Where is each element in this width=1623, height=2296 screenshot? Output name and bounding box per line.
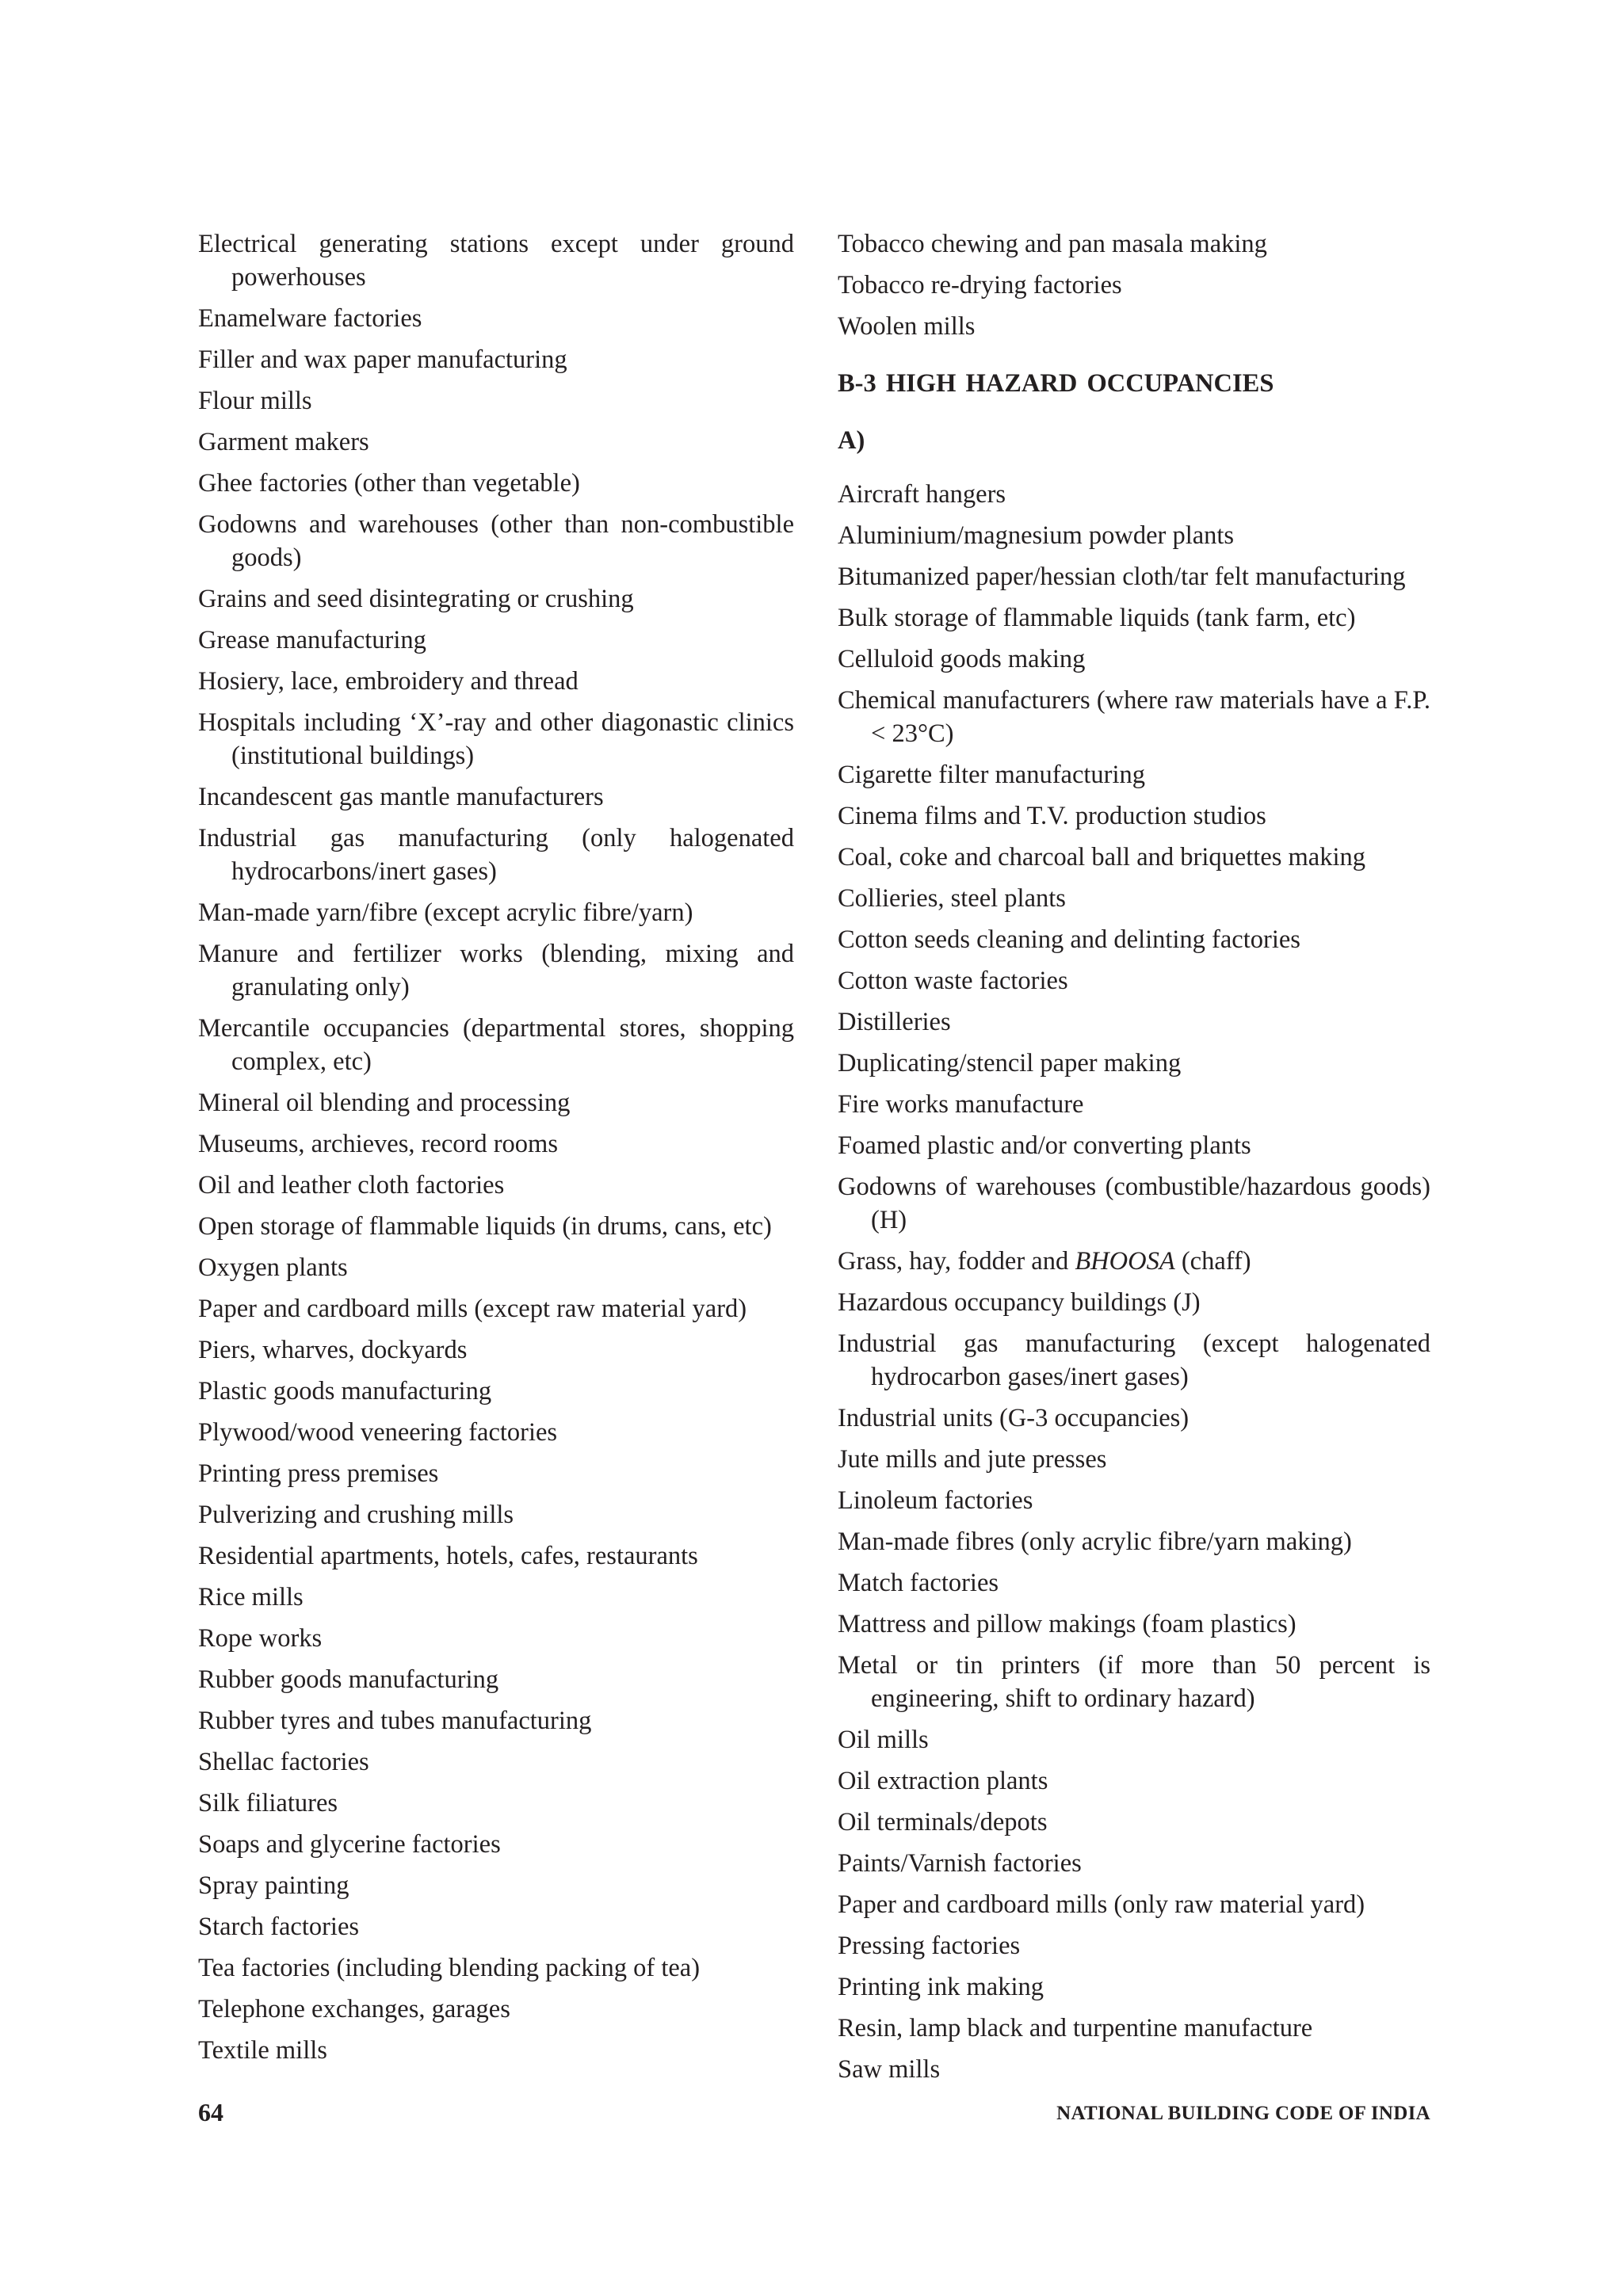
list-item: Hospitals including ‘X’-ray and other diagonastic clinics (institutional buildings) — [198, 708, 794, 770]
list-item: Garment makers — [198, 428, 369, 456]
list-item: Paints/Varnish factories — [838, 1849, 1082, 1878]
left-column — [198, 227, 794, 2075]
list-item: Filler and wax paper manufacturing — [198, 345, 567, 374]
list-item: Linoleum factories — [838, 1486, 1033, 1515]
list-item: Woolen mills — [838, 312, 976, 341]
list-item: Incandescent gas mantle manufacturers — [198, 783, 604, 811]
list-item: Pressing factories — [838, 1932, 1021, 1960]
list-item: Saw mills — [838, 2055, 941, 2084]
list-item: Museums, archieves, record rooms — [198, 1130, 558, 1158]
list-item: Godowns of warehouses (combustible/hazardous goods) (H) — [838, 1173, 1430, 1234]
list-item: Bulk storage of flammable liquids (tank farm, etc) — [838, 604, 1356, 632]
list-item: Industrial gas manufacturing (except halogenated hydrocarbon gases/inert gases) — [838, 1329, 1430, 1391]
list-item: Mattress and pillow makings (foam plastics) — [838, 1610, 1296, 1638]
list-item: Oil extraction plants — [838, 1767, 1048, 1795]
list-item: Man-made yarn/fibre (except acrylic fibre/yarn) — [198, 898, 693, 927]
list-item: Distilleries — [838, 1008, 951, 1036]
list-item: Telephone exchanges, garages — [198, 1995, 510, 2023]
list-item: Resin, lamp black and turpentine manufacture — [838, 2014, 1313, 2042]
list-item-text: (chaff) — [1174, 1247, 1251, 1276]
list-item: Hazardous occupancy buildings (J) — [838, 1288, 1201, 1317]
list-item: Textile mills — [198, 2036, 327, 2065]
list-item: Printing press premises — [198, 1459, 439, 1488]
list-item: Manure and fertilizer works (blending, mixing and granulating only) — [198, 940, 794, 1001]
right-column — [838, 227, 1430, 2094]
list-item: Grains and seed disintegrating or crushing — [198, 585, 634, 613]
list-item: Spray painting — [198, 1871, 349, 1900]
list-item: Industrial units (G-3 occupancies) — [838, 1404, 1190, 1432]
list-item: Residential apartments, hotels, cafes, restaurants — [198, 1542, 698, 1570]
list-item: Foamed plastic and/or converting plants — [838, 1131, 1251, 1160]
running-title: NATIONAL BUILDING CODE OF INDIA — [1056, 2103, 1430, 2124]
list-item: Ghee factories (other than vegetable) — [198, 469, 580, 498]
list-item: Paper and cardboard mills (except raw material yard) — [198, 1295, 747, 1323]
list-item: Chemical manufacturers (where raw materials have a F.P. < 23°C) — [838, 686, 1430, 748]
list-item: Man-made fibres (only acrylic fibre/yarn making) — [838, 1527, 1352, 1556]
list-item: Piers, wharves, dockyards — [198, 1336, 468, 1364]
list-item: Tea factories (including blending packing of tea) — [198, 1954, 701, 1982]
list-item: Cinema films and T.V. production studios — [838, 802, 1266, 830]
list-item-text: Grass, hay, fodder and — [838, 1247, 1075, 1276]
list-item: Electrical generating stations except under ground powerhouses — [198, 230, 794, 292]
list-item: Shellac factories — [198, 1748, 369, 1776]
list-item: Hosiery, lace, embroidery and thread — [198, 667, 579, 696]
list-item: Flour mills — [198, 387, 312, 415]
list-item: Starch factories — [198, 1913, 360, 1941]
list-item: Match factories — [838, 1569, 999, 1597]
list-item: Soaps and glycerine factories — [198, 1830, 501, 1859]
list-item: Godowns and warehouses (other than non-combustible goods) — [198, 510, 794, 572]
list-item: Industrial gas manufacturing (only halogenated hydrocarbons/inert gases) — [198, 824, 794, 886]
list-item: Oil and leather cloth factories — [198, 1171, 505, 1199]
subsection-label: A) — [838, 426, 865, 455]
list-item: Grease manufacturing — [198, 626, 426, 654]
list-item: Fire works manufacture — [838, 1090, 1084, 1119]
list-item: Bitumanized paper/hessian cloth/tar felt manufacturing — [838, 563, 1406, 591]
list-item: Rope works — [198, 1624, 323, 1653]
list-item: Tobacco re-drying factories — [838, 271, 1122, 299]
list-item: Silk filiatures — [198, 1789, 338, 1817]
list-item: Plastic goods manufacturing — [198, 1377, 492, 1405]
list-item: Collieries, steel plants — [838, 884, 1066, 913]
list-item: Printing ink making — [838, 1973, 1044, 2001]
list-item: Oil mills — [838, 1726, 929, 1754]
list-item: Mercantile occupancies (departmental stores, shopping complex, etc) — [198, 1014, 794, 1076]
list-item: Coal, coke and charcoal ball and briquettes making — [838, 843, 1366, 871]
list-item: Tobacco chewing and pan masala making — [838, 230, 1267, 258]
page-number: 64 — [198, 2098, 223, 2126]
list-item: Jute mills and jute presses — [838, 1445, 1107, 1474]
list-item: Rice mills — [198, 1583, 304, 1611]
page-footer — [198, 2098, 1430, 2130]
list-item: Open storage of flammable liquids (in drums, cans, etc) — [198, 1212, 772, 1241]
list-item: Rubber tyres and tubes manufacturing — [198, 1707, 592, 1735]
list-item: Aluminium/magnesium powder plants — [838, 521, 1235, 550]
list-item: Pulverizing and crushing mills — [198, 1501, 514, 1529]
list-item: Plywood/wood veneering factories — [198, 1418, 558, 1447]
list-item: Metal or tin printers (if more than 50 percent is engineering, shift to ordinary hazard) — [838, 1651, 1430, 1713]
list-item: Paper and cardboard mills (only raw material yard) — [838, 1890, 1365, 1919]
list-item: Rubber goods manufacturing — [198, 1665, 499, 1694]
section-heading: B-3 HIGH HAZARD OCCUPANCIES — [838, 369, 1274, 398]
list-item: Enamelware factories — [198, 304, 422, 333]
list-item: Mineral oil blending and processing — [198, 1089, 571, 1117]
list-item-italic-term: BHOOSA — [1075, 1247, 1175, 1276]
list-item: Oil terminals/depots — [838, 1808, 1048, 1836]
list-item: Aircraft hangers — [838, 480, 1006, 509]
list-item: Oxygen plants — [198, 1253, 348, 1282]
list-item: Cotton seeds cleaning and delinting factories — [838, 925, 1300, 954]
list-item: Cigarette filter manufacturing — [838, 761, 1146, 789]
list-item: Celluloid goods making — [838, 645, 1086, 673]
list-item: Duplicating/stencil paper making — [838, 1049, 1182, 1077]
list-item: Cotton waste factories — [838, 967, 1068, 995]
list-item — [838, 1245, 1430, 1278]
